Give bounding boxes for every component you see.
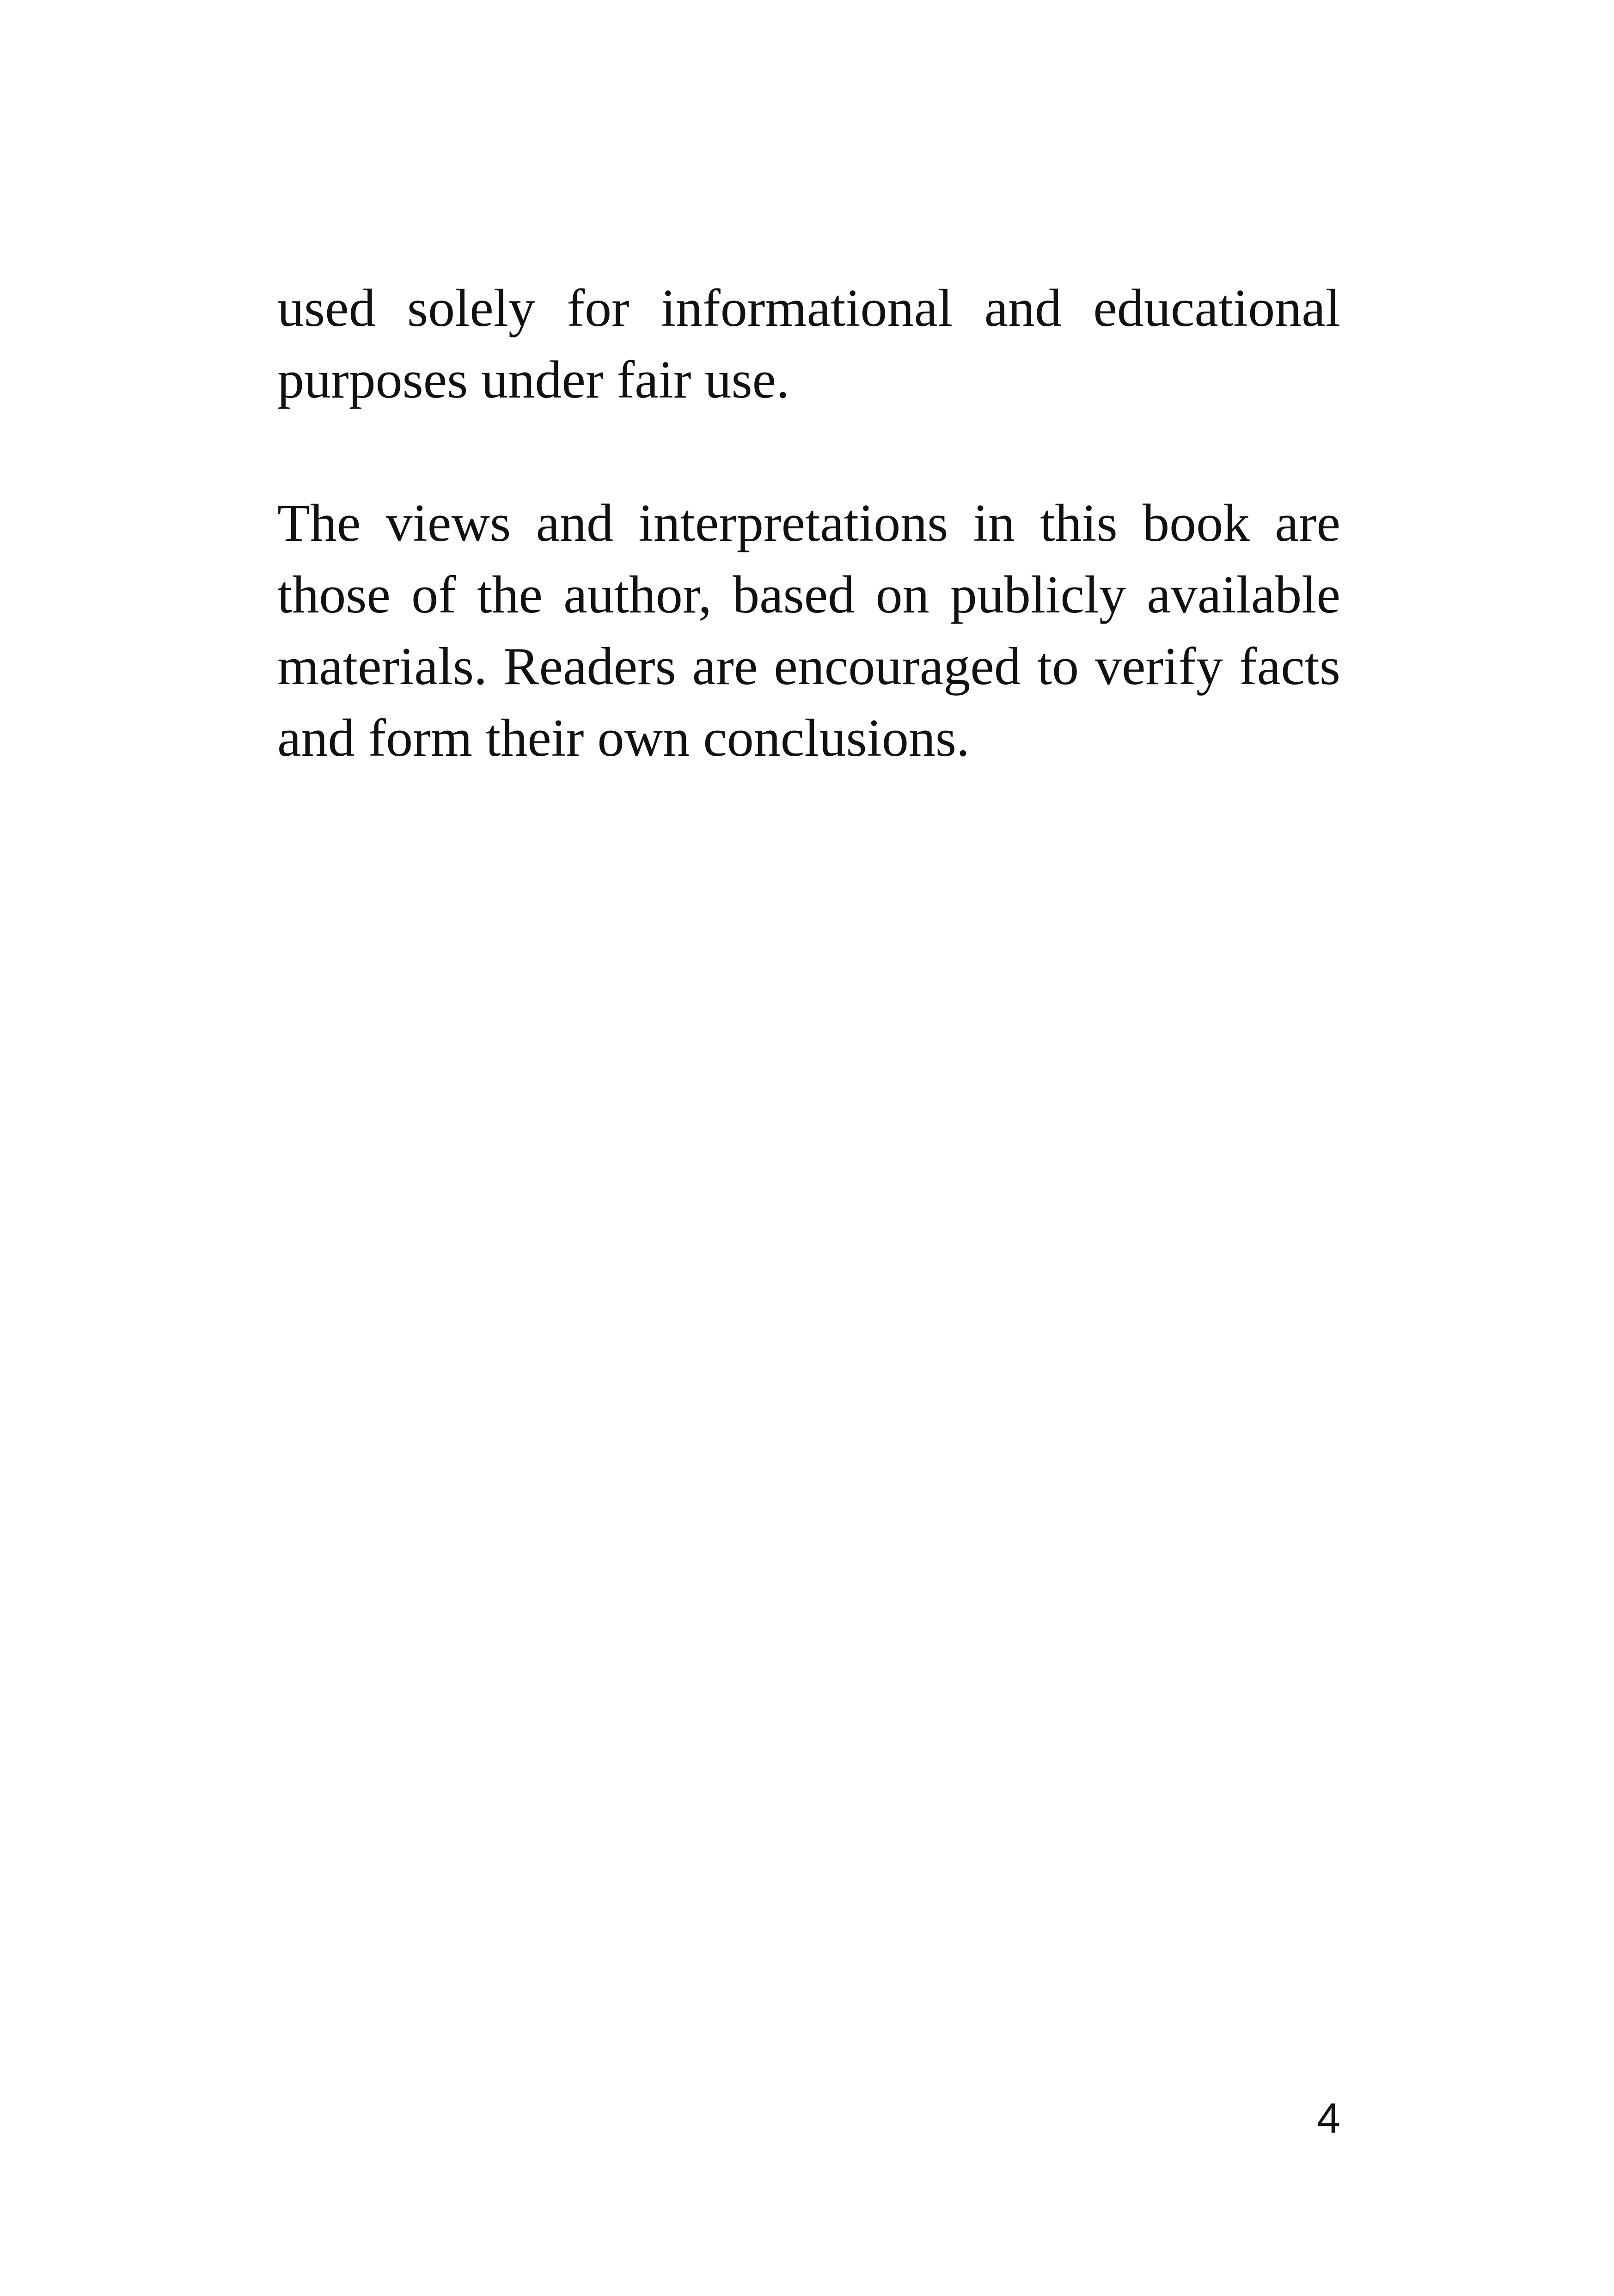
- paragraph-author-views: The views and interpretations in this book are those of the author, based on publicly available materials. Readers are encouraged to verify facts and form their own conclusions.: [277, 494, 1340, 768]
- body-text: [277, 273, 1340, 774]
- paragraph-fair-use: used solely for informational and educational purposes under fair use.: [277, 279, 1340, 410]
- page-number: 4: [1316, 2095, 1340, 2142]
